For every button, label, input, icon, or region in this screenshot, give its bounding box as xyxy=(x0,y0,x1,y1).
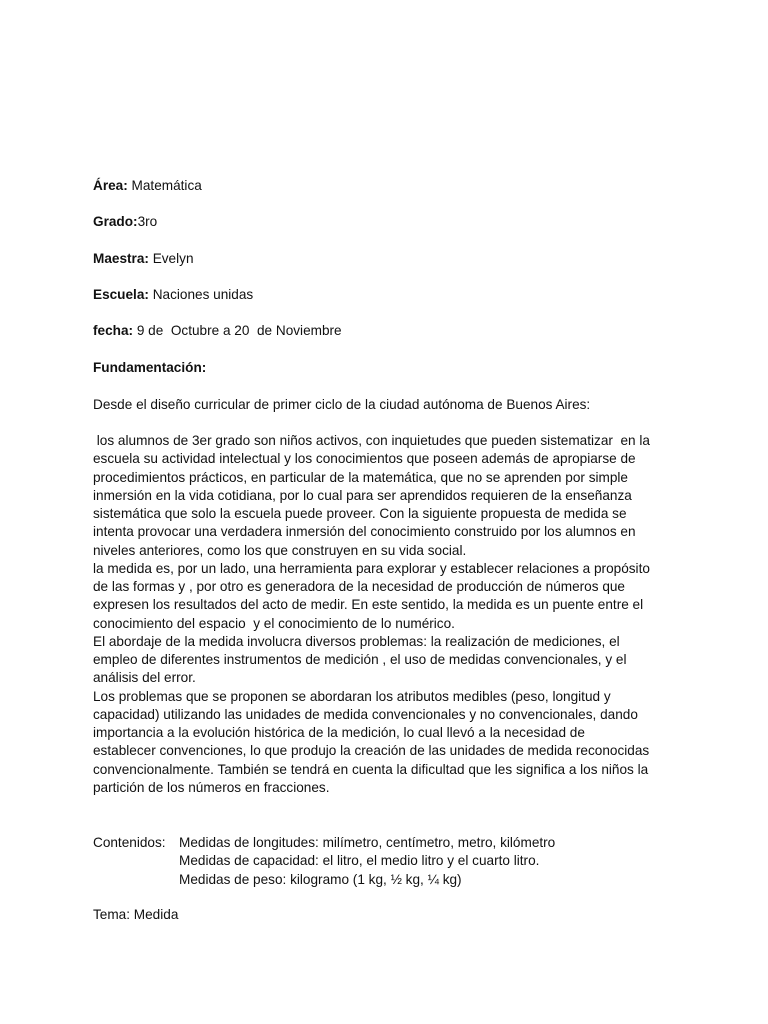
contenidos-item: Medidas de peso: kilogramo (1 kg, ½ kg, ¼ kg) xyxy=(179,871,462,887)
body-line: escuela su actividad intelectual y los conocimientos que poseen además de apropiarse de xyxy=(93,451,636,467)
tema-line: Tema: Medida xyxy=(93,907,179,922)
body-line: Los problemas que se proponen se abordaran los atributos medibles (peso, longitud y xyxy=(93,688,611,704)
contenidos-list xyxy=(179,834,659,889)
fecha-value: 9 de Octubre a 20 de Noviembre xyxy=(133,323,342,338)
fundamentacion-intro: Desde el diseño curricular de primer ciclo de la ciudad autónoma de Buenos Aires: xyxy=(93,397,591,412)
body-line: de las formas y , por otro es generadora de la necesidad de producción de números que xyxy=(93,579,625,594)
contenidos-item: Medidas de capacidad: el litro, el medio litro y el cuarto litro. xyxy=(179,853,540,869)
escuela-line xyxy=(93,286,253,304)
body-line: expresen los resultados del acto de medir. En este sentido, la medida es un puente entre el xyxy=(93,597,644,613)
body-line: sistemática que solo la escuela puede proveer. Con la siguiente propuesta de medida se xyxy=(93,506,627,521)
body-line: establecer convenciones, lo que produjo la creación de las unidades de medida reconocidas xyxy=(93,743,650,759)
fecha-line xyxy=(93,322,342,340)
area-label: Área: xyxy=(93,178,128,193)
body-line: intenta provocar una verdadera inmersión del conocimiento construido por los alumnos en xyxy=(93,524,636,540)
maestra-label: Maestra: xyxy=(93,251,149,266)
body-line: la medida es, por un lado, una herramienta para explorar y establecer relaciones a propósito xyxy=(93,560,650,576)
body-line: inmersión en la vida cotidiana, por lo cual para ser aprendidos requieren de la enseñanza xyxy=(93,487,632,503)
body-line: empleo de diferentes instrumentos de medición , el uso de medidas convencionales, y el xyxy=(93,652,627,667)
contenidos-item: Medidas de longitudes: milímetro, centímetro, metro, kilómetro xyxy=(179,835,556,850)
fecha-label: fecha: xyxy=(93,323,134,338)
body-line: los alumnos de 3er grado son niños activos, con inquietudes que pueden sistematizar en la xyxy=(93,433,650,448)
body-line: conocimiento del espacio y el conocimiento de lo numérico. xyxy=(93,615,455,631)
escuela-label: Escuela: xyxy=(93,287,149,302)
body-line: análisis del error. xyxy=(93,670,196,686)
area-line xyxy=(93,177,202,195)
maestra-line xyxy=(93,250,194,268)
contenidos-label: Contenidos: xyxy=(93,835,166,850)
body-line: partición de los números en fracciones. xyxy=(93,779,330,795)
body-line: importancia a la evolución histórica de la medición, lo cual llevó a la necesidad de xyxy=(93,725,585,740)
body-line: niveles anteriores, como los que construyen en su vida social. xyxy=(93,542,467,558)
body-line: convencionalmente. También se tendrá en cuenta la dificultad que les significa a los niños la xyxy=(93,761,649,777)
escuela-value: Naciones unidas xyxy=(148,287,254,302)
grado-line xyxy=(93,213,157,231)
area-value: Matemática xyxy=(127,178,202,193)
grado-value: 3ro xyxy=(137,214,158,229)
fundamentacion-body xyxy=(93,432,683,797)
body-line: capacidad) utilizando las unidades de medida convencionales y no convencionales, dando xyxy=(93,706,638,722)
body-line: El abordaje de la medida involucra diversos problemas: la realización de mediciones, el xyxy=(93,633,620,649)
fundamentacion-heading: Fundamentación: xyxy=(93,360,207,375)
maestra-value: Evelyn xyxy=(148,251,194,266)
body-line: procedimientos prácticos, en particular de la matemática, que no se aprenden por simple xyxy=(93,469,628,485)
grado-label: Grado: xyxy=(93,214,138,229)
